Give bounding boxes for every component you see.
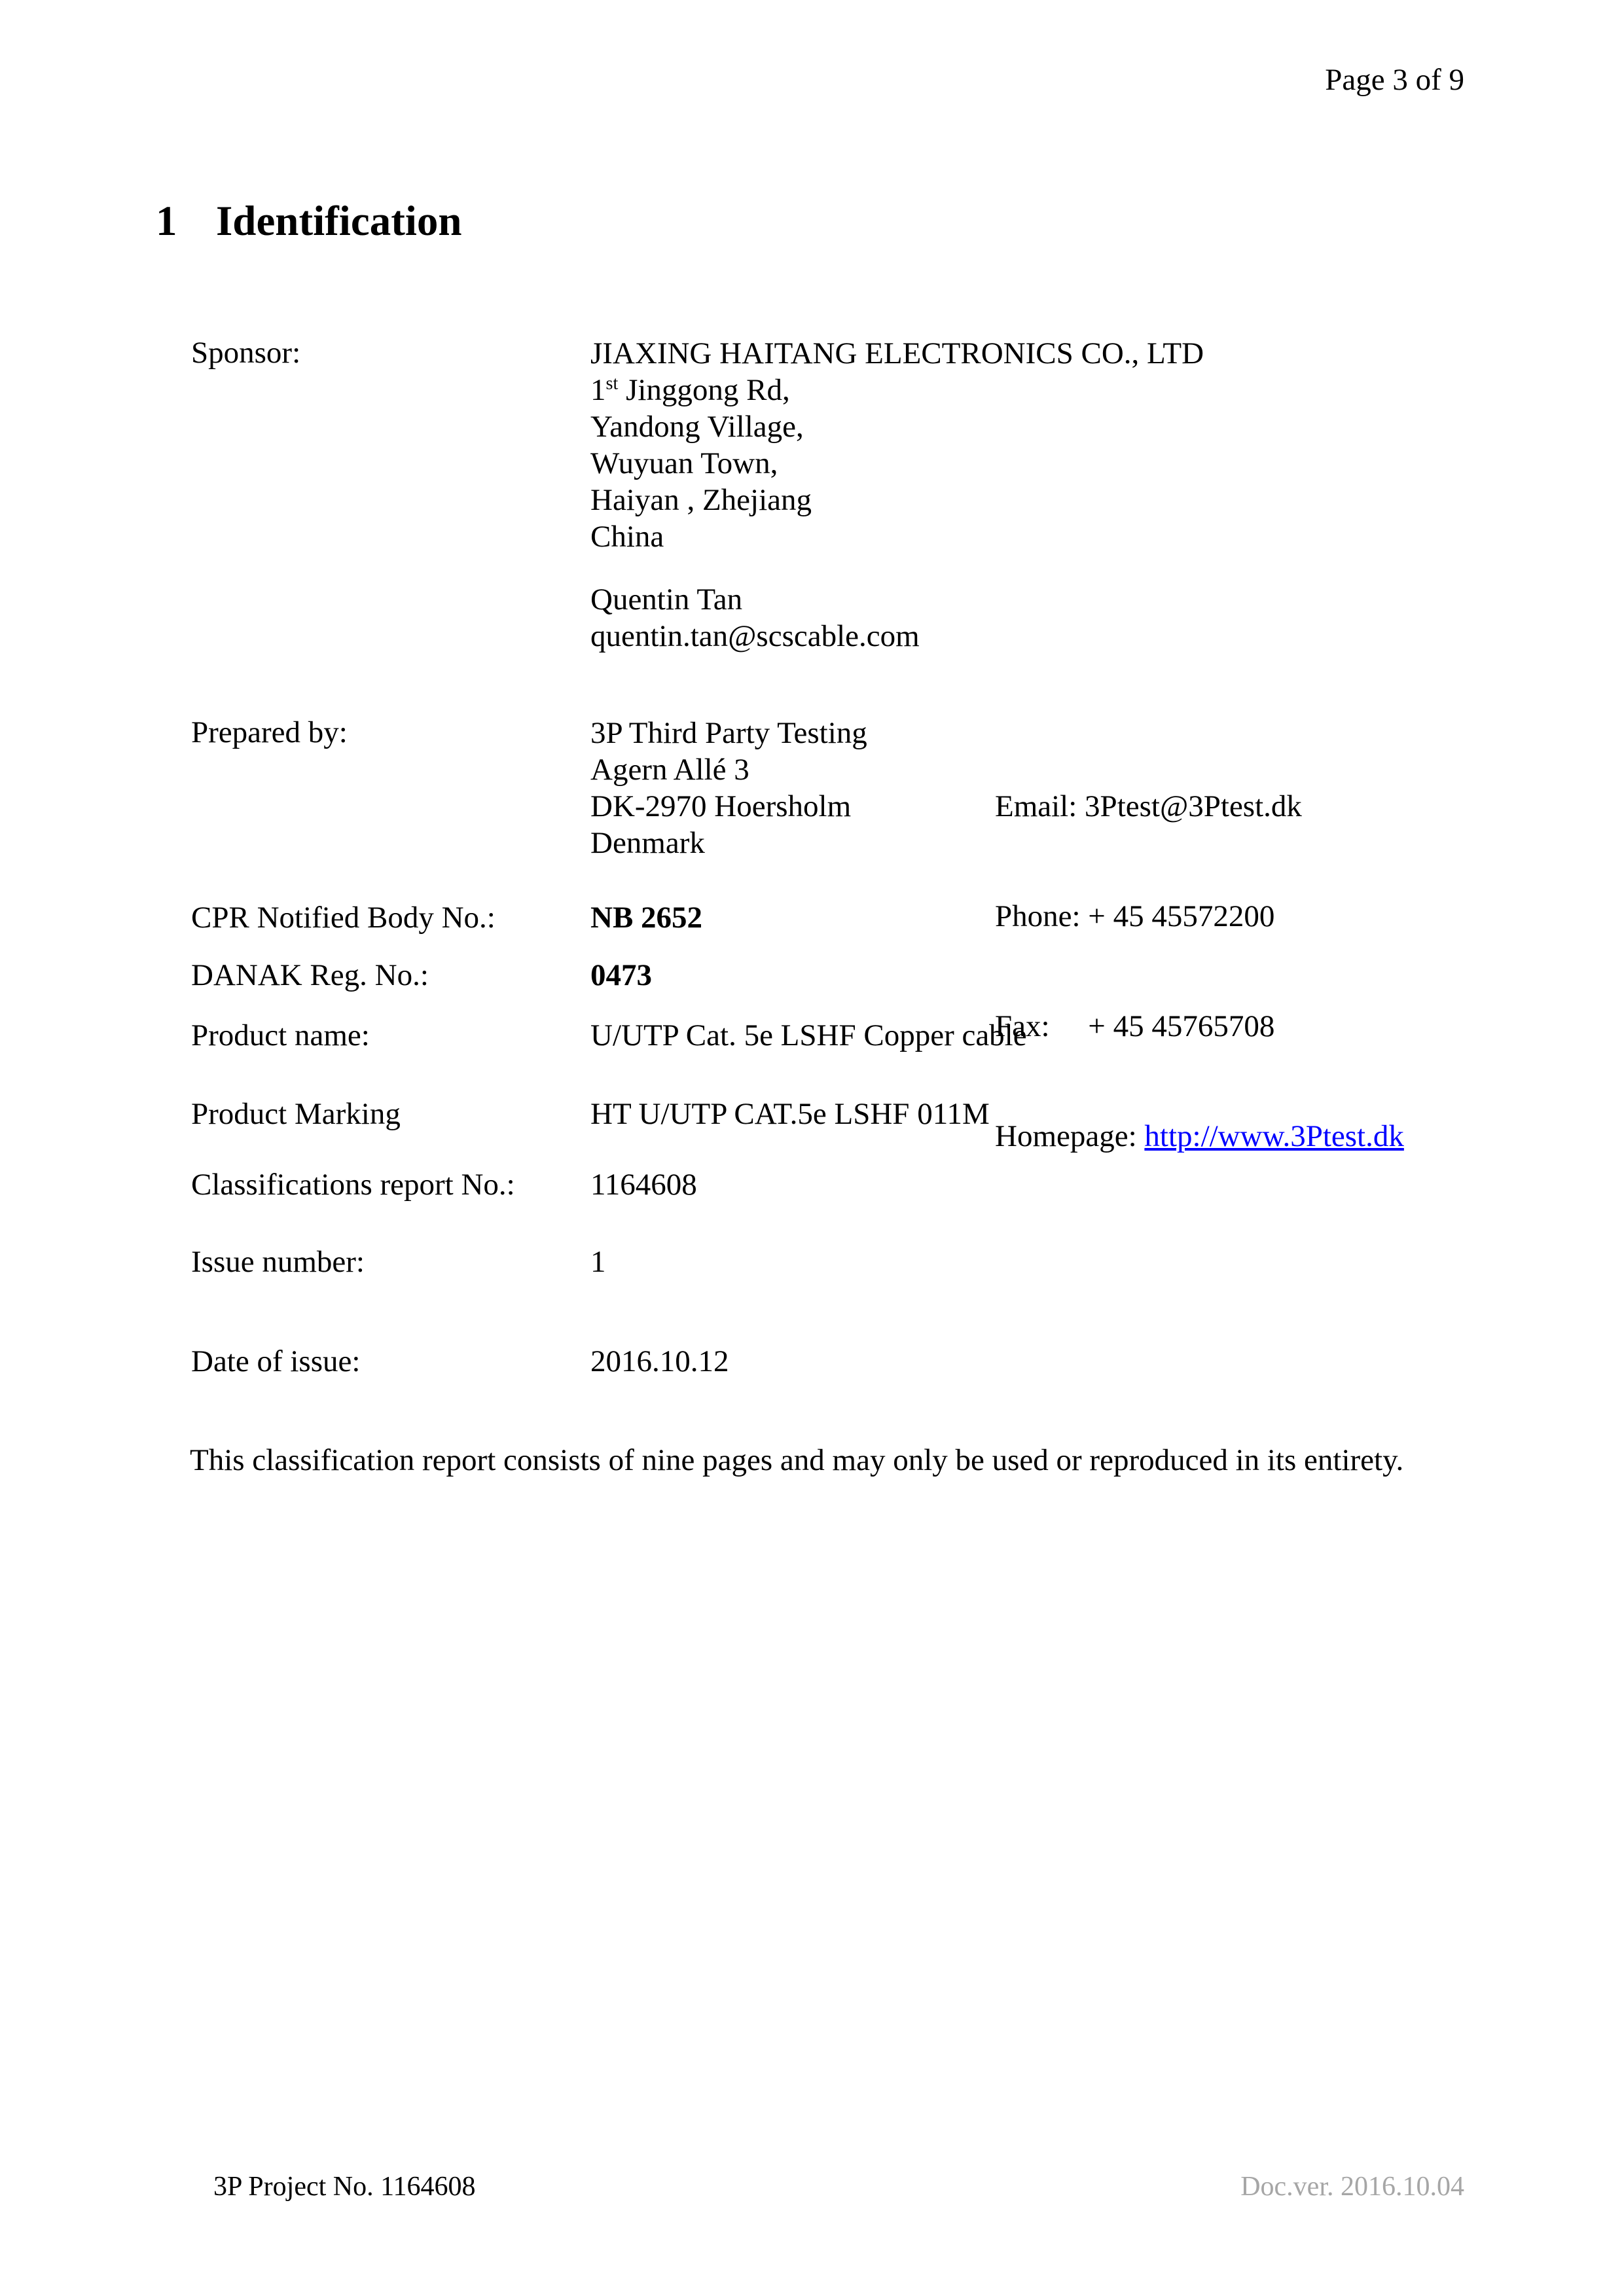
prepared-by-country: Denmark <box>590 826 705 860</box>
prepared-by-phone: Phone: + 45 45572200 <box>995 899 1275 933</box>
cpr-notified-body-label: CPR Notified Body No.: <box>191 901 496 935</box>
date-of-issue-label: Date of issue: <box>191 1344 361 1378</box>
product-name-label: Product name: <box>191 1018 370 1052</box>
footer-project-number: 3P Project No. 1164608 <box>213 2172 476 2202</box>
spacer <box>590 555 1204 581</box>
sponsor-address-line-5: China <box>590 520 664 554</box>
sponsor-company: JIAXING HAITANG ELECTRONICS CO., LTD <box>590 336 1204 370</box>
prepared-by-fax: Fax: + 45 45765708 <box>995 1009 1275 1043</box>
homepage-link[interactable]: http://www.3Ptest.dk <box>1144 1119 1404 1153</box>
prepared-by-street: Agern Allé 3 <box>590 753 749 787</box>
classifications-report-no-label: Classifications report No.: <box>191 1168 515 1202</box>
entirety-statement: This classification report consists of nine pages and may only be used or reproduced in its entirety. <box>190 1443 1404 1477</box>
classifications-report-no-value: 1164608 <box>590 1168 697 1202</box>
field-row-product-marking <box>191 1096 1464 1132</box>
prepared-by-email: Email: 3Ptest@3Ptest.dk <box>995 789 1302 823</box>
prepared-by-label: Prepared by: <box>191 715 348 749</box>
sponsor-address-street-name: Jinggong Rd, <box>618 373 790 407</box>
footer-doc-version: Doc.ver. 2016.10.04 <box>1240 2172 1464 2202</box>
product-marking-label: Product Marking <box>191 1097 401 1131</box>
danak-reg-no-value: 0473 <box>590 958 652 992</box>
field-row-cpr-notified-body <box>191 900 1464 935</box>
issue-number-label: Issue number: <box>191 1245 365 1279</box>
page-number: Page 3 of 9 <box>1325 63 1464 97</box>
sponsor-contact-name: Quentin Tan <box>590 583 743 617</box>
field-row-classifications-report-no <box>191 1167 1464 1202</box>
ordinal-superscript: st <box>605 373 619 394</box>
sponsor-address-street-number: 1 <box>590 373 606 407</box>
section-heading <box>156 196 462 246</box>
sponsor-label: Sponsor: <box>191 336 301 370</box>
section-number: 1 <box>156 198 177 245</box>
sponsor-details <box>590 335 1204 655</box>
danak-reg-no-label: DANAK Reg. No.: <box>191 958 429 992</box>
sponsor-contact-email: quentin.tan@scscable.com <box>590 619 920 653</box>
cpr-notified-body-value: NB 2652 <box>590 901 703 935</box>
field-row-danak-reg-no <box>191 958 1464 993</box>
product-name-value: U/UTP Cat. 5e LSHF Copper cable <box>590 1018 1027 1052</box>
field-row-issue-number <box>191 1244 1464 1280</box>
sponsor-address-line-4: Haiyan , Zhejiang <box>590 483 812 517</box>
sponsor-address-line-3: Wuyuan Town, <box>590 446 778 480</box>
date-of-issue-value: 2016.10.12 <box>590 1344 729 1378</box>
field-row-date-of-issue <box>191 1344 1464 1379</box>
section-title: Identification <box>216 198 462 245</box>
product-marking-value: HT U/UTP CAT.5e LSHF 011M <box>590 1097 990 1131</box>
homepage-label: Homepage: <box>995 1119 1145 1153</box>
field-row-product-name <box>191 1018 1464 1053</box>
prepared-by-company-address <box>590 715 867 861</box>
sponsor-address-line-2: Yandong Village, <box>590 410 804 444</box>
sponsor-address-line-1 <box>590 372 1204 408</box>
issue-number-value: 1 <box>590 1245 606 1279</box>
prepared-by-company-name: 3P Third Party Testing <box>590 716 867 750</box>
prepared-by-city: DK-2970 Hoersholm <box>590 789 852 823</box>
